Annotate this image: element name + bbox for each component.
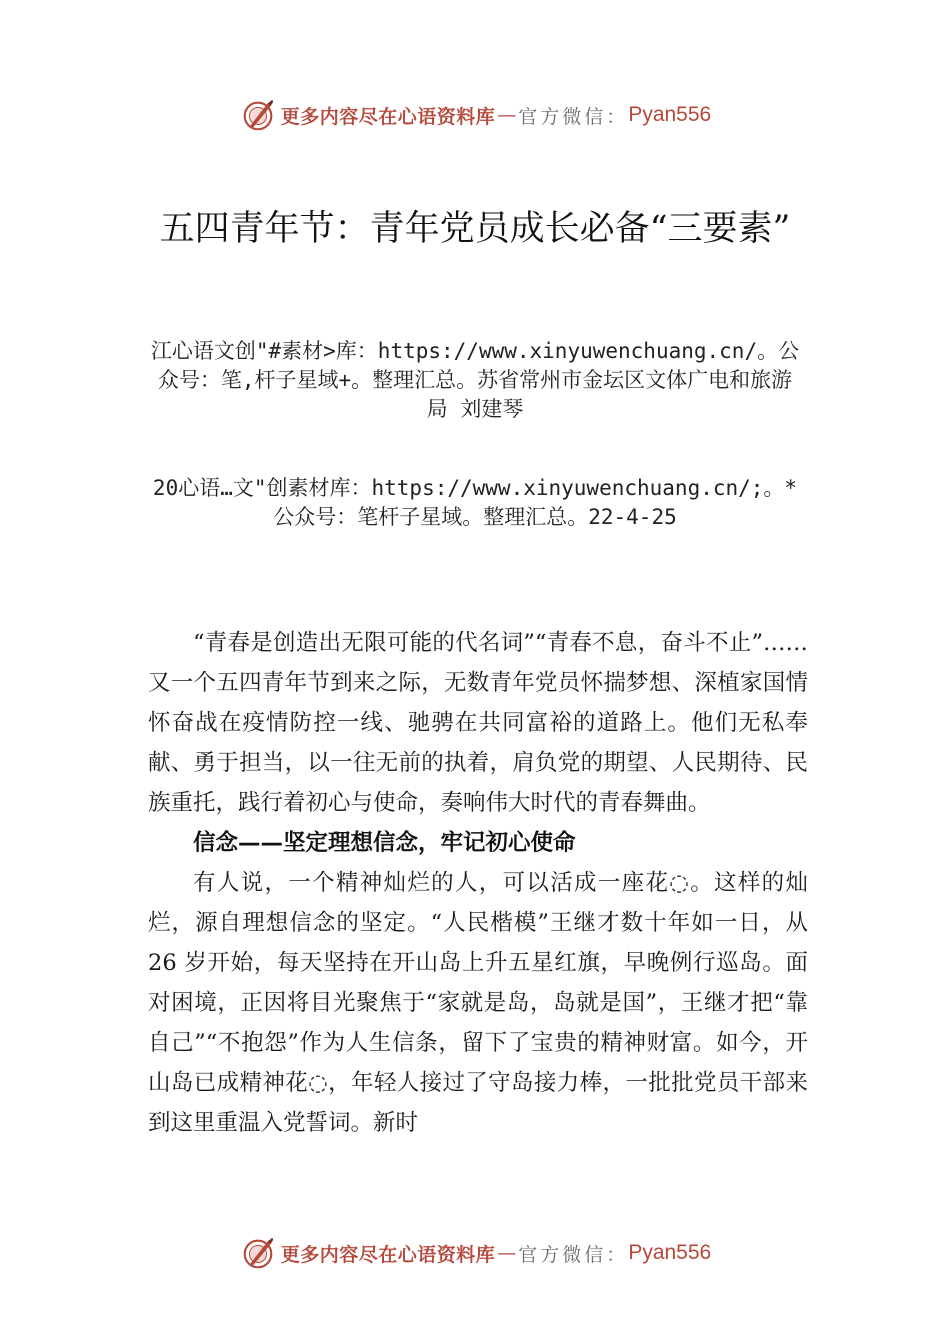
banner-brand: 更多内容尽在心语资料库 (280, 105, 496, 128)
banner-wechat-label: 官方微信： (518, 1243, 629, 1266)
article-title: 五四青年节：青年党员成长必备“三要素” (159, 209, 791, 249)
source-meta-2: 20心语…文"创素材库：https://www.xinyuwenchuang.cn/;。*公众号：笔杆子星域。整理汇总。22-4-25 (152, 476, 798, 529)
article-body (148, 623, 808, 1143)
paragraph-faith: 有人说，一个精神灿烂的人，可以活成一座花◌。这样的灿烂，源自理想信念的坚定。“人民楷模”王继才数十年如一日，从 26 岁开始，每天坚持在开山岛上升五星红旗，早晚例行巡岛。面对困境，正因将目光聚焦于“家就是岛，岛就是国”，王继才把“靠自己”“不抱怨”作为人生信条，留下了宝贵的精神财富。如今，开山岛已成精神花◌，年轻人接过了守岛接力棒，一批批党员干部来到这里重温入党誓词。新时 (148, 870, 808, 1136)
banner-wechat-label: 官方微信： (518, 105, 629, 128)
pen-logo-icon (239, 96, 277, 134)
banner-handle: Pyan556 (628, 1241, 712, 1264)
paragraph-intro: “青春是创造出无限可能的代名词”“青春不息，奋斗不止”……又一个五四青年节到来之际，无数青年党员怀揣梦想、深植家国情怀奋战在疫情防控一线、驰骋在共同富裕的道路上。他们无私奉献、勇于担当，以一往无前的执着，肩负党的期望、人民期待、民族重托，践行着初心与使命，奏响伟大时代的青春舞曲。 (148, 630, 808, 816)
banner-handle: Pyan556 (628, 103, 712, 126)
header-banner (0, 92, 950, 138)
section-heading: 信念——坚定理想信念，牢记初心使命 (193, 830, 576, 856)
banner-dash: — (497, 1242, 517, 1264)
pen-logo-icon (239, 1234, 277, 1272)
banner-brand: 更多内容尽在心语资料库 (280, 1243, 496, 1266)
footer-banner (0, 1230, 950, 1276)
banner-dash: — (497, 104, 517, 126)
source-meta-1: 江心语文创"#素材>库：https://www.xinyuwenchuang.cn/。公众号：笔,杆子星域+。整理汇总。苏省常州市金坛区文体广电和旅游局 刘建琴 (150, 339, 800, 421)
